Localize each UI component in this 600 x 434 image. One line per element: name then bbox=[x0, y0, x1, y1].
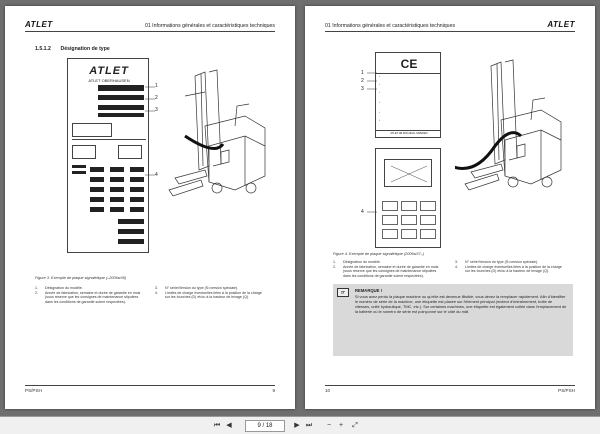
ce-mark: CE bbox=[400, 57, 418, 71]
page-indicator-input[interactable]: 9 / 18 bbox=[245, 420, 285, 432]
legend-list-a bbox=[333, 260, 445, 278]
section-heading bbox=[35, 46, 110, 52]
page-number: 9 bbox=[272, 388, 275, 393]
note-box bbox=[333, 284, 573, 356]
plate-load-diagram bbox=[72, 123, 112, 137]
section-title: Désignation de type bbox=[60, 46, 110, 52]
header-title: 01 Informations générales et caractéristiques techniques bbox=[144, 23, 275, 29]
plate-logo: ATLET bbox=[89, 65, 129, 77]
note-title: REMARQUE ! bbox=[355, 288, 382, 293]
zoom-out-icon[interactable]: − bbox=[326, 422, 332, 429]
page-number: 10 bbox=[325, 388, 331, 393]
callout-3: 3 bbox=[361, 86, 364, 92]
plate-box-d bbox=[72, 145, 96, 159]
type-plate-old bbox=[67, 58, 149, 253]
fullscreen-icon[interactable]: ⤢ bbox=[352, 422, 358, 429]
plate-footer: ATLET AB MÖLNDAL SWEDEN bbox=[390, 132, 428, 135]
type-plate-new: CE ▪ ▪ ▪ ▪ ▪ ▪ ATLET AB MÖLNDAL SWEDEN bbox=[375, 52, 441, 138]
callout-4: 4 bbox=[155, 172, 158, 178]
viewer-toolbar bbox=[0, 416, 600, 434]
page-9 bbox=[5, 6, 295, 409]
note-hand-icon: ☞ bbox=[337, 288, 349, 297]
list-item: 4. Limites de charge éventuelles liées à la position de la charge sur les fourches (D) et/ou à la hauteur de levage (Q). bbox=[455, 264, 562, 274]
list-item: 3. N° série/Version du type (S=version spéciale). bbox=[455, 260, 539, 264]
legend-list-b bbox=[455, 260, 567, 274]
plate-subtitle: ATLET OBERHAUSEN bbox=[88, 78, 130, 83]
first-page-icon[interactable]: ⏮ bbox=[213, 422, 221, 429]
atlet-logo: ATLET bbox=[25, 20, 53, 29]
callout-2: 2 bbox=[155, 95, 158, 101]
last-page-icon[interactable]: ⏭ bbox=[305, 422, 313, 429]
page-10 bbox=[305, 6, 595, 409]
note-text: Si vous avez perdu la plaque machine ou qu'elle est devenue illisible, vous devez la remplacer rapidement. Afin d'identifier le numéro de série de la machine, une étiquette est placée sur l'élément principal (moteur d'entraînement, boîte de vitesses, unité hydraulique, TMC, etc.). Sur certaines machines, une étiquette est également collée dans l'emplacement de la batterie où le numéro de série est poinçonné sur le côté du mât. bbox=[355, 294, 567, 314]
list-item: 2. Année de fabrication, semaine et durée de garantie en mois (sous réserve que les consignes de maintenance stipulées dans les conditions de garantie soient respectées). bbox=[333, 264, 439, 278]
figure-caption: Figure 3. Exemple de plaque signalétique (–2006w39) bbox=[35, 276, 126, 280]
callout-lines bbox=[145, 76, 157, 186]
plate-box-h bbox=[118, 145, 142, 159]
prev-page-icon[interactable]: ◀ bbox=[226, 422, 232, 429]
list-item: 4. Limites de charge éventuelles liées à la position de la charge sur les fourches (D) et/ou à la hauteur de levage (Q). bbox=[155, 290, 262, 300]
load-plate bbox=[375, 148, 441, 248]
list-item: 1. Désignation du modèle. bbox=[35, 286, 83, 290]
page-footer bbox=[25, 385, 275, 395]
plate-field-model bbox=[98, 85, 144, 91]
header-title: 01 Informations générales et caractéristiques techniques bbox=[325, 23, 456, 29]
section-number: 1.5.1.2 bbox=[35, 46, 51, 52]
callout-3: 3 bbox=[155, 107, 158, 113]
callout-4: 4 bbox=[361, 209, 364, 215]
atlet-logo: ATLET bbox=[547, 20, 575, 29]
legend-list-a bbox=[35, 286, 145, 304]
footer-model: PS/PSH bbox=[25, 388, 42, 393]
callout-1: 1 bbox=[361, 70, 364, 76]
page-header bbox=[25, 18, 275, 32]
load-diagram bbox=[384, 159, 432, 187]
callout-2: 2 bbox=[361, 78, 364, 84]
page-footer bbox=[325, 385, 575, 395]
page-header bbox=[325, 18, 575, 32]
plate-field-year bbox=[98, 95, 144, 100]
list-item: 3. N° série/Version du type (S=version spéciale). bbox=[155, 286, 239, 290]
next-page-icon[interactable]: ▶ bbox=[294, 422, 300, 429]
footer-model: PS/PSH bbox=[558, 388, 575, 393]
list-item: 2. Année de fabrication, semaine et durée de garantie en mois (sous réserve que les consignes de maintenance stipulées dans les conditions de garantie soient respectées). bbox=[35, 290, 141, 304]
figure-caption: Figure 4. Exemple de plaque signalétique (2006w37–) bbox=[333, 252, 424, 256]
legend-list-b bbox=[155, 286, 267, 300]
plate-field-extra bbox=[98, 113, 144, 117]
forklift-illustration bbox=[455, 56, 575, 206]
forklift-illustration bbox=[165, 66, 275, 206]
callout-1: 1 bbox=[155, 83, 158, 89]
list-item: 1. Désignation du modèle. bbox=[333, 260, 381, 264]
zoom-in-icon[interactable]: + bbox=[338, 422, 344, 429]
callout-lines bbox=[365, 66, 377, 226]
plate-field-serial bbox=[98, 105, 144, 110]
